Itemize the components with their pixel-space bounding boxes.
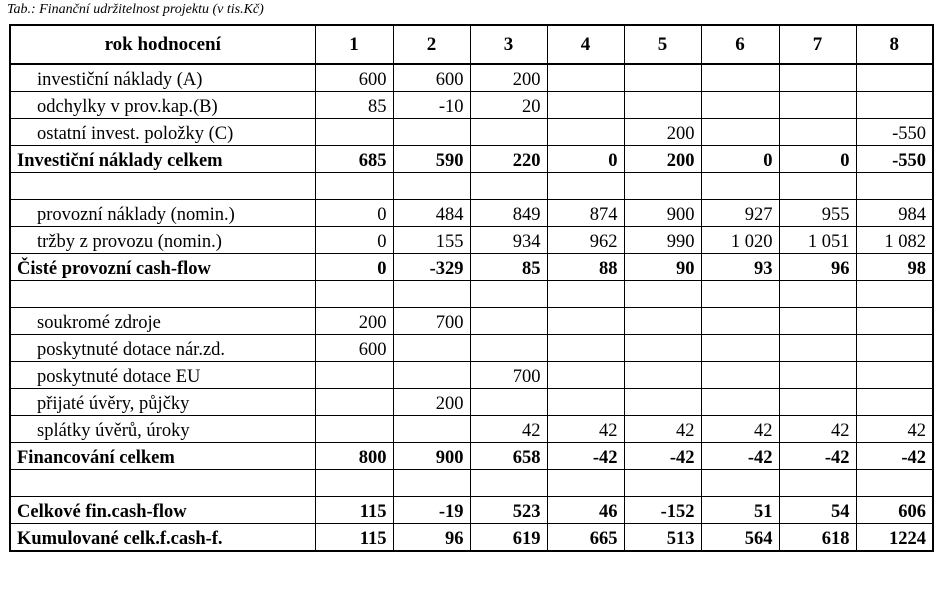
value-cell: 927 <box>701 200 779 227</box>
value-cell <box>547 281 624 308</box>
value-cell: -152 <box>624 497 701 524</box>
table-row <box>10 362 933 389</box>
row-label: tržby z provozu (nomin.) <box>10 227 315 254</box>
value-cell <box>315 470 393 497</box>
row-label: Kumulované celk.f.cash-f. <box>10 524 315 552</box>
value-cell: 42 <box>624 416 701 443</box>
value-cell <box>547 173 624 200</box>
value-cell: 46 <box>547 497 624 524</box>
row-label <box>10 470 315 497</box>
value-cell <box>547 92 624 119</box>
value-cell: 1224 <box>856 524 933 552</box>
value-cell: 564 <box>701 524 779 552</box>
value-cell: 90 <box>624 254 701 281</box>
value-cell <box>779 173 856 200</box>
value-cell <box>624 308 701 335</box>
table-spacer-row <box>10 281 933 308</box>
value-cell: -329 <box>393 254 470 281</box>
row-label: investiční náklady (A) <box>10 64 315 92</box>
value-cell <box>779 335 856 362</box>
value-cell <box>624 281 701 308</box>
value-cell <box>624 335 701 362</box>
value-cell <box>701 389 779 416</box>
value-cell: 115 <box>315 497 393 524</box>
value-cell: 600 <box>393 64 470 92</box>
value-cell <box>315 389 393 416</box>
header-cell-year: 7 <box>779 25 856 64</box>
value-cell <box>856 362 933 389</box>
value-cell: 200 <box>624 119 701 146</box>
table-row <box>10 389 933 416</box>
value-cell <box>779 281 856 308</box>
value-cell <box>393 335 470 362</box>
value-cell <box>470 281 547 308</box>
value-cell: 51 <box>701 497 779 524</box>
value-cell <box>470 119 547 146</box>
value-cell: 800 <box>315 443 393 470</box>
row-label: poskytnuté dotace nár.zd. <box>10 335 315 362</box>
value-cell <box>547 335 624 362</box>
value-cell <box>701 362 779 389</box>
value-cell: 685 <box>315 146 393 173</box>
value-cell <box>547 119 624 146</box>
table-row <box>10 92 933 119</box>
row-label: ostatní invest. položky (C) <box>10 119 315 146</box>
value-cell: 200 <box>624 146 701 173</box>
value-cell: 513 <box>624 524 701 552</box>
value-cell <box>470 335 547 362</box>
value-cell <box>393 173 470 200</box>
header-cell-label: rok hodnocení <box>10 25 315 64</box>
row-label: poskytnuté dotace EU <box>10 362 315 389</box>
row-label: provozní náklady (nomin.) <box>10 200 315 227</box>
value-cell: -42 <box>624 443 701 470</box>
table-row <box>10 200 933 227</box>
value-cell: 115 <box>315 524 393 552</box>
value-cell <box>315 416 393 443</box>
value-cell <box>470 389 547 416</box>
value-cell <box>856 281 933 308</box>
value-cell: 200 <box>470 64 547 92</box>
value-cell: 0 <box>701 146 779 173</box>
table-row <box>10 443 933 470</box>
value-cell: 0 <box>315 254 393 281</box>
value-cell <box>315 281 393 308</box>
value-cell <box>547 64 624 92</box>
value-cell <box>701 281 779 308</box>
value-cell: 1 020 <box>701 227 779 254</box>
value-cell: -10 <box>393 92 470 119</box>
row-label: soukromé zdroje <box>10 308 315 335</box>
value-cell: 54 <box>779 497 856 524</box>
value-cell: 0 <box>547 146 624 173</box>
value-cell: -42 <box>547 443 624 470</box>
value-cell <box>701 92 779 119</box>
value-cell <box>779 308 856 335</box>
row-label: Financování celkem <box>10 443 315 470</box>
value-cell: 984 <box>856 200 933 227</box>
row-label: Celkové fin.cash-flow <box>10 497 315 524</box>
value-cell <box>856 64 933 92</box>
value-cell: 600 <box>315 335 393 362</box>
value-cell <box>779 362 856 389</box>
header-cell-year: 6 <box>701 25 779 64</box>
value-cell: 665 <box>547 524 624 552</box>
header-cell-year: 8 <box>856 25 933 64</box>
value-cell: 900 <box>624 200 701 227</box>
value-cell: 606 <box>856 497 933 524</box>
row-label: Investiční náklady celkem <box>10 146 315 173</box>
value-cell <box>624 173 701 200</box>
financial-sustainability-table <box>9 24 934 552</box>
value-cell: 600 <box>315 64 393 92</box>
value-cell: 700 <box>470 362 547 389</box>
value-cell: 484 <box>393 200 470 227</box>
value-cell <box>470 470 547 497</box>
table-spacer-row <box>10 173 933 200</box>
value-cell: 0 <box>315 200 393 227</box>
value-cell: 0 <box>315 227 393 254</box>
value-cell: 849 <box>470 200 547 227</box>
table-row <box>10 335 933 362</box>
table-row <box>10 308 933 335</box>
value-cell <box>779 64 856 92</box>
value-cell <box>470 173 547 200</box>
table-row <box>10 416 933 443</box>
value-cell <box>701 308 779 335</box>
value-cell: 523 <box>470 497 547 524</box>
value-cell <box>470 308 547 335</box>
header-cell-year: 2 <box>393 25 470 64</box>
value-cell: 220 <box>470 146 547 173</box>
value-cell: 934 <box>470 227 547 254</box>
value-cell <box>393 281 470 308</box>
row-label: odchylky v prov.kap.(B) <box>10 92 315 119</box>
row-label: splátky úvěrů, úroky <box>10 416 315 443</box>
value-cell: 85 <box>470 254 547 281</box>
value-cell <box>393 470 470 497</box>
value-cell <box>779 92 856 119</box>
value-cell <box>779 119 856 146</box>
table-row <box>10 146 933 173</box>
value-cell: 42 <box>701 416 779 443</box>
value-cell <box>547 470 624 497</box>
header-cell-year: 3 <box>470 25 547 64</box>
value-cell <box>315 119 393 146</box>
value-cell: 155 <box>393 227 470 254</box>
value-cell <box>624 64 701 92</box>
value-cell: 962 <box>547 227 624 254</box>
value-cell <box>624 92 701 119</box>
value-cell: 93 <box>701 254 779 281</box>
value-cell <box>701 119 779 146</box>
value-cell: 42 <box>547 416 624 443</box>
value-cell: 700 <box>393 308 470 335</box>
value-cell <box>701 64 779 92</box>
value-cell: -42 <box>779 443 856 470</box>
value-cell: 96 <box>779 254 856 281</box>
value-cell: 42 <box>856 416 933 443</box>
value-cell <box>315 173 393 200</box>
value-cell <box>856 470 933 497</box>
value-cell <box>856 92 933 119</box>
value-cell <box>624 362 701 389</box>
header-cell-year: 4 <box>547 25 624 64</box>
value-cell <box>779 389 856 416</box>
value-cell: 900 <box>393 443 470 470</box>
value-cell: -550 <box>856 146 933 173</box>
value-cell: 98 <box>856 254 933 281</box>
table-row <box>10 524 933 552</box>
value-cell: -42 <box>701 443 779 470</box>
value-cell: 200 <box>315 308 393 335</box>
header-cell-year: 1 <box>315 25 393 64</box>
value-cell <box>624 470 701 497</box>
value-cell: 20 <box>470 92 547 119</box>
value-cell <box>856 335 933 362</box>
value-cell <box>856 389 933 416</box>
value-cell <box>701 173 779 200</box>
value-cell <box>547 308 624 335</box>
table-row <box>10 254 933 281</box>
value-cell: 42 <box>779 416 856 443</box>
value-cell: 85 <box>315 92 393 119</box>
value-cell: 874 <box>547 200 624 227</box>
value-cell: 200 <box>393 389 470 416</box>
value-cell <box>856 173 933 200</box>
row-label: Čisté provozní cash-flow <box>10 254 315 281</box>
value-cell: 658 <box>470 443 547 470</box>
value-cell <box>547 362 624 389</box>
row-label <box>10 281 315 308</box>
table-caption: Tab.: Finanční udržitelnost projektu (v tis.Kč) <box>7 2 264 17</box>
value-cell: 88 <box>547 254 624 281</box>
value-cell: 990 <box>624 227 701 254</box>
value-cell <box>701 470 779 497</box>
table-row <box>10 119 933 146</box>
value-cell: -550 <box>856 119 933 146</box>
table-row <box>10 497 933 524</box>
value-cell <box>701 335 779 362</box>
value-cell: 1 051 <box>779 227 856 254</box>
table-row <box>10 227 933 254</box>
table-header-row <box>10 25 933 64</box>
value-cell: -19 <box>393 497 470 524</box>
value-cell: 955 <box>779 200 856 227</box>
value-cell <box>393 416 470 443</box>
value-cell <box>393 119 470 146</box>
value-cell: 618 <box>779 524 856 552</box>
value-cell <box>393 362 470 389</box>
value-cell: 42 <box>470 416 547 443</box>
header-cell-year: 5 <box>624 25 701 64</box>
value-cell: 590 <box>393 146 470 173</box>
value-cell: -42 <box>856 443 933 470</box>
value-cell: 96 <box>393 524 470 552</box>
value-cell <box>547 389 624 416</box>
row-label <box>10 173 315 200</box>
value-cell <box>779 470 856 497</box>
value-cell <box>624 389 701 416</box>
value-cell: 619 <box>470 524 547 552</box>
value-cell <box>315 362 393 389</box>
value-cell <box>856 308 933 335</box>
table-row <box>10 64 933 92</box>
table-spacer-row <box>10 470 933 497</box>
value-cell: 0 <box>779 146 856 173</box>
row-label: přijaté úvěry, půjčky <box>10 389 315 416</box>
value-cell: 1 082 <box>856 227 933 254</box>
